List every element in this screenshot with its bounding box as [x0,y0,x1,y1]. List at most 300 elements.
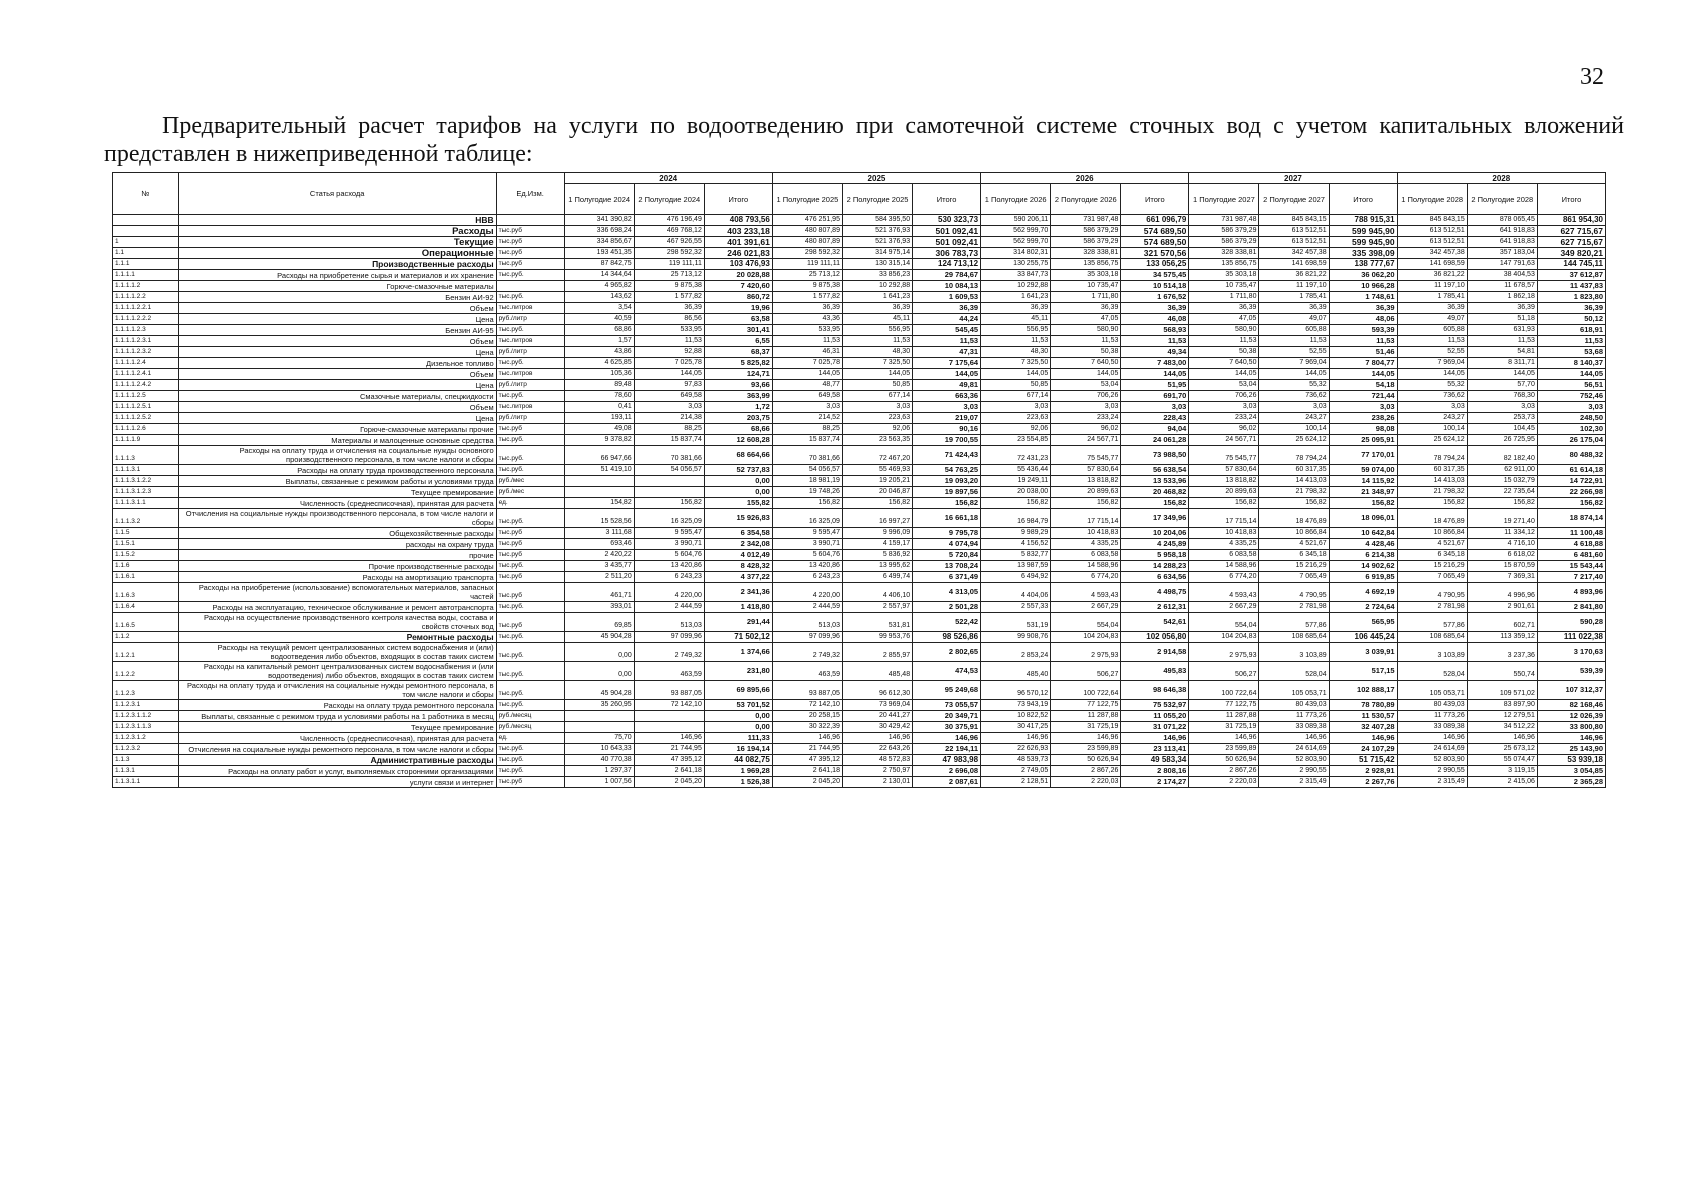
row-half-year-value: 21 744,95 [634,744,704,755]
row-half-year-value: 485,40 [981,662,1051,681]
row-total-value: 49,34 [1121,347,1189,358]
row-half-year-value: 513,03 [634,613,704,632]
row-half-year-value: 11,53 [1051,336,1121,347]
row-half-year-value: 75 545,77 [1189,446,1259,465]
row-total-value: 291,44 [704,613,772,632]
row-half-year-value: 36,39 [1467,303,1537,314]
row-half-year-value: 314 802,31 [981,248,1051,259]
row-half-year-value: 78 794,24 [1397,446,1467,465]
row-total-value: 7 420,60 [704,281,772,292]
row-item-name: Ремонтные расходы [178,632,496,643]
row-half-year-value: 45,11 [981,314,1051,325]
row-total-value: 23 113,41 [1121,744,1189,755]
row-total-value: 94,04 [1121,424,1189,435]
row-half-year-value: 35 303,18 [1051,270,1121,281]
row-total-value: 663,36 [913,391,981,402]
row-code: 1.1.1.1.2.3 [113,325,179,336]
header-period: 2 Полугодие 2024 [634,184,704,215]
row-half-year-value: 17 715,14 [1189,509,1259,528]
row-half-year-value: 4 156,52 [981,539,1051,550]
row-unit: руб./литр [496,314,564,325]
row-total-value: 19,96 [704,303,772,314]
table-row [113,476,1606,487]
table-row [113,539,1606,550]
row-code: 1.1.2 [113,632,179,643]
row-half-year-value: 342 457,38 [1259,248,1329,259]
row-code: 1.1.6.4 [113,602,179,613]
row-half-year-value: 586 379,29 [1051,237,1121,248]
row-half-year-value: 6 345,18 [1259,550,1329,561]
header-period: Итого [1121,184,1189,215]
row-half-year-value: 146,96 [634,733,704,744]
header-period: Итого [1537,184,1605,215]
row-half-year-value: 33 089,38 [1259,722,1329,733]
row-half-year-value: 96 612,30 [842,681,912,700]
row-unit: тыс.руб. [496,509,564,528]
row-half-year-value: 25 713,12 [634,270,704,281]
row-total-value: 146,96 [1121,733,1189,744]
row-half-year-value: 736,62 [1259,391,1329,402]
row-code: 1.1.2.3.1.2 [113,733,179,744]
table-row [113,325,1606,336]
row-total-value: 7 804,77 [1329,358,1397,369]
row-half-year-value: 96,02 [1051,424,1121,435]
row-total-value: 10 204,06 [1121,528,1189,539]
table-row [113,744,1606,755]
row-total-value: 4 245,89 [1121,539,1189,550]
row-half-year-value: 3 103,89 [1259,643,1329,662]
row-half-year-value: 141 698,59 [1397,259,1467,270]
row-total-value: 22 266,98 [1537,487,1605,498]
row-half-year-value: 54 056,57 [772,465,842,476]
header-period: Итого [1329,184,1397,215]
row-total-value: 11 100,48 [1537,528,1605,539]
row-total-value: 146,96 [913,733,981,744]
row-total-value: 0,00 [704,476,772,487]
row-total-value: 15 926,83 [704,509,772,528]
row-unit: тыс.руб. [496,325,564,336]
table-row [113,435,1606,446]
row-total-value: 6 634,56 [1121,572,1189,583]
row-code: 1.1.6.5 [113,613,179,632]
row-total-value: 10 966,28 [1329,281,1397,292]
row-item-name: Расходы на оплату труда ремонтного персонала [178,700,496,711]
row-half-year-value: 550,74 [1467,662,1537,681]
row-total-value: 1 526,38 [704,777,772,788]
row-total-value: 98 526,86 [913,632,981,643]
row-total-value: 7 483,00 [1121,358,1189,369]
row-total-value: 102 888,17 [1329,681,1397,700]
row-total-value: 2 914,58 [1121,643,1189,662]
row-half-year-value: 92,06 [981,424,1051,435]
row-half-year-value: 48 572,83 [842,755,912,766]
row-total-value: 77 170,01 [1329,446,1397,465]
row-half-year-value: 144,05 [634,369,704,380]
row-code: 1.1.1.1.2.4.2 [113,380,179,391]
row-total-value: 3 054,85 [1537,766,1605,777]
row-half-year-value: 1 641,23 [981,292,1051,303]
row-half-year-value: 2 130,01 [842,777,912,788]
row-code: 1.1.1.3.1.2.3 [113,487,179,498]
row-half-year-value: 100,14 [1397,424,1467,435]
row-half-year-value: 89,48 [564,380,634,391]
row-half-year-value: 19 249,11 [981,476,1051,487]
row-code: 1.1 [113,248,179,259]
row-unit: руб./литр [496,347,564,358]
row-half-year-value: 9 875,38 [634,281,704,292]
row-half-year-value: 605,88 [1397,325,1467,336]
row-total-value: 228,43 [1121,413,1189,424]
row-total-value: 44,24 [913,314,981,325]
row-unit: тыс.руб. [496,632,564,643]
row-total-value: 2 696,08 [913,766,981,777]
row-half-year-value: 9 996,09 [842,528,912,539]
row-half-year-value: 7 969,04 [1259,358,1329,369]
row-code: 1.1.1.1.2.4 [113,358,179,369]
row-half-year-value: 3 237,36 [1467,643,1537,662]
row-half-year-value: 7 025,78 [772,358,842,369]
row-half-year-value: 7 640,50 [1189,358,1259,369]
row-half-year-value: 4 335,25 [1051,539,1121,550]
table-row [113,487,1606,498]
row-half-year-value: 144,05 [1051,369,1121,380]
row-code: 1.1.1.1.2.4.1 [113,369,179,380]
row-item-name: Операционные [178,248,496,259]
row-half-year-value: 562 999,70 [981,237,1051,248]
row-total-value: 1 823,80 [1537,292,1605,303]
row-half-year-value: 36 821,22 [1397,270,1467,281]
row-half-year-value: 2 045,20 [772,777,842,788]
row-half-year-value: 14 588,96 [1051,561,1121,572]
row-unit: тыс.руб [496,583,564,602]
row-half-year-value: 845 843,15 [1259,215,1329,226]
row-item-name: НВВ [178,215,496,226]
row-unit [496,281,564,292]
row-half-year-value: 10 418,83 [1051,528,1121,539]
row-item-name: Расходы [178,226,496,237]
row-total-value: 6 919,85 [1329,572,1397,583]
row-half-year-value: 80 439,03 [1259,700,1329,711]
row-half-year-value: 531,19 [981,613,1051,632]
row-half-year-value [564,476,634,487]
row-code: 1.1.1.1 [113,270,179,281]
row-half-year-value: 147 791,63 [1467,259,1537,270]
row-half-year-value: 88,25 [772,424,842,435]
row-half-year-value: 602,71 [1467,613,1537,632]
row-total-value: 401 391,61 [704,237,772,248]
header-period: 2 Полугодие 2028 [1467,184,1537,215]
row-half-year-value: 253,73 [1467,413,1537,424]
row-half-year-value: 47 395,12 [772,755,842,766]
row-half-year-value: 11,53 [772,336,842,347]
row-half-year-value: 2 641,18 [634,766,704,777]
row-total-value: 19 700,55 [913,435,981,446]
row-half-year-value: 48,30 [981,347,1051,358]
row-half-year-value: 130 255,75 [981,259,1051,270]
row-half-year-value [564,487,634,498]
row-half-year-value: 72 142,10 [634,700,704,711]
row-total-value: 2 341,36 [704,583,772,602]
row-half-year-value: 1 711,80 [1189,292,1259,303]
row-code: 1.1.1.1.2.6 [113,424,179,435]
header-period: 2 Полугодие 2027 [1259,184,1329,215]
row-half-year-value: 469 768,12 [634,226,704,237]
row-half-year-value: 393,01 [564,602,634,613]
row-half-year-value: 10 866,84 [1397,528,1467,539]
row-half-year-value: 50,38 [1051,347,1121,358]
row-half-year-value: 130 315,14 [842,259,912,270]
row-total-value: 156,82 [1329,498,1397,509]
row-unit: тыс.руб. [496,662,564,681]
row-half-year-value: 4 593,43 [1051,583,1121,602]
row-half-year-value: 34 512,22 [1467,722,1537,733]
row-half-year-value: 2 415,06 [1467,777,1537,788]
row-item-name: Бензин АИ-95 [178,325,496,336]
row-half-year-value: 13 420,86 [772,561,842,572]
row-half-year-value: 50,38 [1189,347,1259,358]
row-half-year-value: 92,06 [842,424,912,435]
row-half-year-value: 731 987,48 [1051,215,1121,226]
row-total-value: 19 093,20 [913,476,981,487]
row-half-year-value: 20 899,63 [1189,487,1259,498]
row-half-year-value: 521 376,93 [842,237,912,248]
row-half-year-value: 156,82 [1467,498,1537,509]
row-half-year-value: 24 614,69 [1397,744,1467,755]
row-half-year-value: 14 413,03 [1259,476,1329,487]
row-total-value: 69 895,66 [704,681,772,700]
row-half-year-value: 1,57 [564,336,634,347]
table-row [113,681,1606,700]
row-item-name: Расходы на осуществление производственного контроля качества воды, состава и свойств сточных вод [178,613,496,632]
row-half-year-value: 50 626,94 [1051,755,1121,766]
row-unit: руб./мес [496,487,564,498]
row-half-year-value: 4 220,00 [634,583,704,602]
row-total-value: 61 614,18 [1537,465,1605,476]
table-row [113,643,1606,662]
row-total-value: 3 039,91 [1329,643,1397,662]
row-total-value: 2 267,76 [1329,777,1397,788]
row-half-year-value [634,476,704,487]
page-title: Предварительный расчет тарифов на услуги по водоотведению при самотечной системе сточных вод с учетом капитальных вложений представлен в нижеприведенной таблице: [104,113,1624,167]
table-row [113,733,1606,744]
row-half-year-value: 68,86 [564,325,634,336]
row-half-year-value: 62 911,00 [1467,465,1537,476]
row-half-year-value: 13 987,59 [981,561,1051,572]
row-half-year-value: 580,90 [1051,325,1121,336]
row-half-year-value: 3,03 [1259,402,1329,413]
row-total-value: 15 543,44 [1537,561,1605,572]
row-half-year-value: 86,56 [634,314,704,325]
row-half-year-value: 156,82 [1051,498,1121,509]
row-item-name: расходы на охрану труда [178,539,496,550]
row-half-year-value: 144,05 [1467,369,1537,380]
row-item-name: Расходы на амортизацию транспорта [178,572,496,583]
row-half-year-value: 16 984,79 [981,509,1051,528]
row-half-year-value: 1 641,23 [842,292,912,303]
row-half-year-value: 528,04 [1259,662,1329,681]
row-half-year-value: 233,24 [1189,413,1259,424]
row-half-year-value: 22 643,26 [842,744,912,755]
row-half-year-value: 2 855,97 [842,643,912,662]
row-total-value: 18 874,14 [1537,509,1605,528]
row-half-year-value: 2 749,32 [634,643,704,662]
row-half-year-value: 531,81 [842,613,912,632]
row-half-year-value: 3 119,15 [1467,766,1537,777]
row-half-year-value: 1 785,41 [1397,292,1467,303]
row-code: 1.1.1.3.1.1 [113,498,179,509]
row-half-year-value: 641 918,83 [1467,237,1537,248]
row-half-year-value: 6 618,02 [1467,550,1537,561]
row-half-year-value: 26 725,95 [1467,435,1537,446]
row-half-year-value: 73 943,19 [981,700,1051,711]
row-total-value: 6 214,38 [1329,550,1397,561]
row-total-value: 495,83 [1121,662,1189,681]
row-code: 1.1.1.1.2.5 [113,391,179,402]
row-total-value: 75 532,97 [1121,700,1189,711]
row-total-value: 306 783,73 [913,248,981,259]
row-half-year-value: 22 626,93 [981,744,1051,755]
row-item-name: Административные расходы [178,755,496,766]
row-total-value: 501 092,41 [913,237,981,248]
row-unit: тыс.руб. [496,561,564,572]
row-half-year-value: 146,96 [1189,733,1259,744]
header-item: Статья расхода [178,173,496,215]
row-half-year-value: 2 990,55 [1397,766,1467,777]
row-half-year-value: 7 640,50 [1051,358,1121,369]
row-half-year-value: 16 997,27 [842,509,912,528]
row-half-year-value: 20 899,63 [1051,487,1121,498]
row-half-year-value: 214,52 [772,413,842,424]
table-header [113,173,1606,215]
row-total-value: 11,53 [1121,336,1189,347]
row-code [113,215,179,226]
row-total-value: 51,95 [1121,380,1189,391]
row-code: 1.1.5.2 [113,550,179,561]
row-total-value: 144,05 [1329,369,1397,380]
row-half-year-value: 7 369,31 [1467,572,1537,583]
row-unit: тыс.литров [496,369,564,380]
header-period: 2 Полугодие 2025 [842,184,912,215]
row-half-year-value: 193 451,35 [564,248,634,259]
row-half-year-value: 506,27 [1051,662,1121,681]
row-half-year-value: 314 975,14 [842,248,912,259]
row-half-year-value: 20 046,87 [842,487,912,498]
row-total-value: 90,16 [913,424,981,435]
row-item-name: Расходы на приобретение сырья и материалов и их хранение [178,270,496,281]
row-half-year-value: 73 969,04 [842,700,912,711]
row-unit: тыс.литров [496,402,564,413]
row-code: 1.1.2.1 [113,643,179,662]
row-half-year-value: 5 604,76 [772,550,842,561]
row-total-value: 4 428,46 [1329,539,1397,550]
tariff-table-container [112,172,1606,788]
row-half-year-value: 4 790,95 [1259,583,1329,602]
row-code: 1.1.2.3.1 [113,700,179,711]
row-total-value: 574 689,50 [1121,237,1189,248]
row-total-value: 542,61 [1121,613,1189,632]
row-half-year-value: 54 056,57 [634,465,704,476]
row-unit: тыс.литров [496,336,564,347]
row-half-year-value: 49,07 [1259,314,1329,325]
row-half-year-value: 146,96 [772,733,842,744]
row-total-value: 12 608,28 [704,435,772,446]
row-half-year-value: 1 297,37 [564,766,634,777]
row-total-value: 627 715,67 [1537,226,1605,237]
row-total-value: 1 748,61 [1329,292,1397,303]
row-half-year-value: 6 499,74 [842,572,912,583]
row-half-year-value: 23 563,35 [842,435,912,446]
row-unit: тыс.руб [496,572,564,583]
row-total-value: 144,05 [913,369,981,380]
row-half-year-value: 3,03 [1397,402,1467,413]
row-unit: тыс.руб [496,226,564,237]
table-row [113,613,1606,632]
table-row [113,369,1606,380]
row-code: 1.1.5 [113,528,179,539]
header-period: 2 Полугодие 2026 [1051,184,1121,215]
row-total-value: 36,39 [1329,303,1397,314]
row-total-value: 721,44 [1329,391,1397,402]
row-half-year-value: 14 588,96 [1189,561,1259,572]
table-row [113,561,1606,572]
row-unit: тыс.руб. [496,446,564,465]
table-row [113,711,1606,722]
header-year: 2027 [1189,173,1397,184]
row-code: 1.1.1.1.2.3.2 [113,347,179,358]
row-half-year-value: 6 243,23 [634,572,704,583]
row-half-year-value: 214,38 [634,413,704,424]
row-half-year-value: 36,39 [1397,303,1467,314]
row-total-value: 238,26 [1329,413,1397,424]
row-half-year-value: 2 420,22 [564,550,634,561]
row-half-year-value: 20 441,27 [842,711,912,722]
header-period: Итого [704,184,772,215]
row-total-value: 1 418,80 [704,602,772,613]
row-half-year-value: 135 856,75 [1189,259,1259,270]
row-item-name: Цена [178,347,496,358]
row-unit: тыс.руб. [496,681,564,700]
row-half-year-value: 47,05 [1051,314,1121,325]
row-total-value: 565,95 [1329,613,1397,632]
row-item-name: Расходы на оплату труда производственного персонала [178,465,496,476]
row-total-value: 68 664,66 [704,446,772,465]
table-row [113,465,1606,476]
row-half-year-value: 144,05 [842,369,912,380]
row-half-year-value: 33 856,23 [842,270,912,281]
row-code: 1 [113,237,179,248]
row-total-value: 539,39 [1537,662,1605,681]
row-total-value: 25 095,91 [1329,435,1397,446]
row-total-value: 301,41 [704,325,772,336]
row-half-year-value: 1 785,41 [1259,292,1329,303]
row-total-value: 6 354,58 [704,528,772,539]
row-half-year-value: 4 521,67 [1397,539,1467,550]
row-half-year-value: 2 315,49 [1397,777,1467,788]
row-unit: тыс.руб [496,550,564,561]
row-half-year-value [564,722,634,733]
row-total-value: 52 737,83 [704,465,772,476]
row-half-year-value: 119 111,11 [634,259,704,270]
row-half-year-value: 146,96 [981,733,1051,744]
row-half-year-value: 46,31 [772,347,842,358]
row-half-year-value: 11 678,57 [1467,281,1537,292]
row-total-value: 219,07 [913,413,981,424]
row-total-value: 9 795,78 [913,528,981,539]
row-half-year-value: 18 476,89 [1259,509,1329,528]
row-half-year-value: 144,05 [772,369,842,380]
row-half-year-value: 109 571,02 [1467,681,1537,700]
row-total-value: 545,45 [913,325,981,336]
